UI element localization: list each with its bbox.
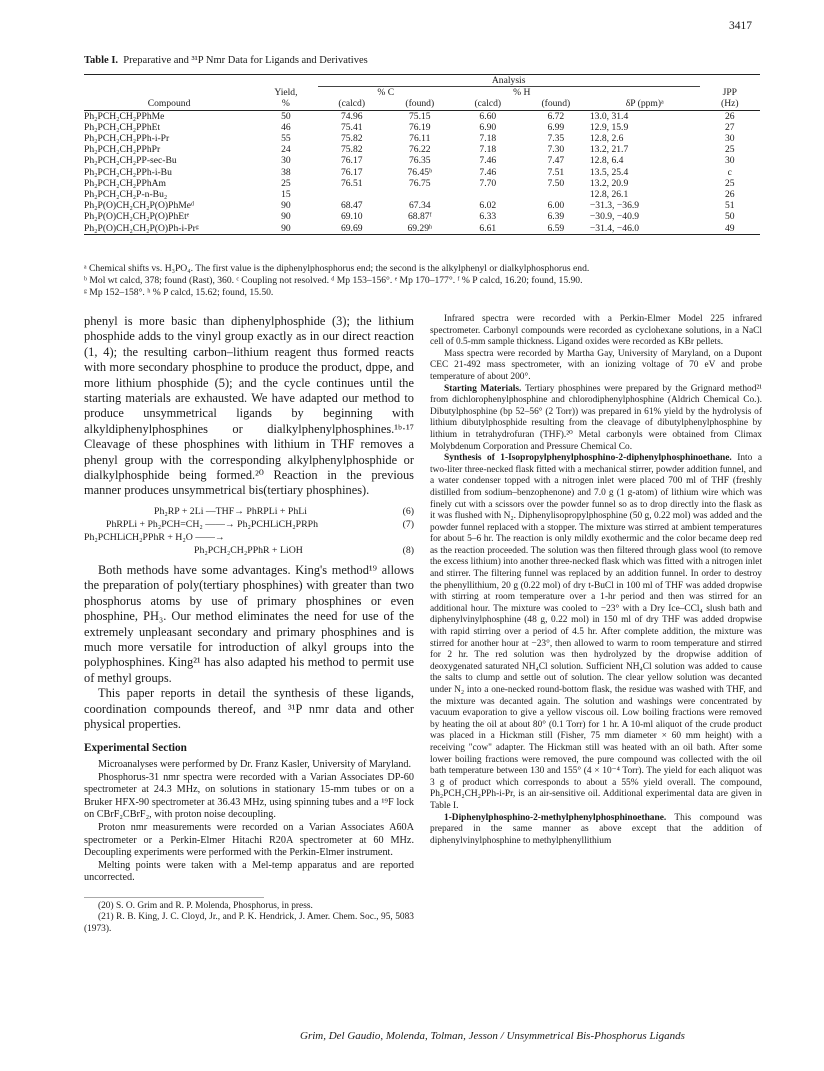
cell-j: 26	[725, 110, 735, 122]
cell-c-found: 76.75	[408, 177, 431, 189]
c-found-header: (found)	[405, 98, 435, 110]
cell-c-calcd: 69.10	[340, 211, 363, 223]
cell-h-calcd: 7.70	[479, 177, 497, 189]
cell-c-calcd: 76.17	[340, 155, 363, 167]
cell-j: 26	[725, 189, 735, 201]
body-paragraph: phenyl is more basic than diphenylphosphide (3); the lithium phosphide adds to the vinyl group exactly as in our direct reaction (1, 4); the resulting carbon–lithium reagent thus formed reacts with more secondary phosphine to produce the product, dppe, and more lithium phosphide (5); and the cycle continues until the starting materials are exhausted. We have adapted our method to produce unsymmetrical ligands by beginning with alkyldiphenylphosphines or dialkylphenylphosphines.¹ᵇ·¹⁷ Cleavage of these phosphines with lithium in THF removes a phenyl group with the corresponding alkylphenylphosphide or dialkylphosphide being formed.²⁰ Reaction in the previous manner produces unsymmetrical bis(tertiary phosphines).	[84, 314, 414, 498]
cell-compound: Ph₂PCH₂CH₂PPhPr	[84, 144, 161, 156]
cell-j: 51	[725, 200, 735, 212]
cell-j: 49	[725, 222, 735, 234]
equation-6: Ph₂RP + 2Li —THF→ PhRPLi + PhLi	[154, 505, 307, 517]
cell-h-found: 6.59	[547, 222, 565, 234]
cell-h-calcd: 7.18	[479, 133, 497, 145]
cell-j: c	[727, 166, 732, 178]
paragraph-heading: 1-Diphenylphosphino-2-methylphenylphosphinoethane.	[444, 812, 667, 823]
cell-c-calcd: 75.41	[340, 121, 363, 133]
table-row	[84, 200, 760, 211]
table-row	[84, 110, 760, 122]
cell-c-found	[386, 189, 454, 200]
cell-c-calcd: 76.17	[340, 166, 363, 178]
cell-h-calcd: 6.33	[479, 211, 497, 223]
table-title: Preparative and ³¹P Nmr Data for Ligands and Derivatives	[123, 55, 368, 66]
cell-c-found: 75.15	[408, 110, 431, 122]
body-paragraph: Proton nmr measurements were recorded on a Varian Associates A60A spectrometer or a Perkin-Elmer Hitachi R20A spectrometer at 60 MHz. Decoupling experiments were performed with the Perkin-Elmer instrument.	[84, 821, 414, 859]
cell-yield: 55	[281, 133, 291, 145]
body-paragraph: Microanalyses were performed by Dr. Franz Kasler, University of Maryland.	[98, 758, 412, 770]
equation-number: (7)	[402, 518, 414, 530]
paragraph-heading: Starting Materials.	[444, 383, 522, 394]
table-row	[84, 144, 760, 155]
cell-h-calcd	[454, 189, 522, 200]
cell-c-found: 76.22	[408, 144, 431, 156]
equation-8: Ph₂PCHLiCH₂PPhR + H₂O ——→	[84, 531, 225, 543]
cell-c-calcd: 68.47	[340, 200, 363, 212]
body-paragraph: Melting points were taken with a Mel-temp apparatus and are reported uncorrected.	[84, 859, 414, 884]
cell-h-found: 6.72	[547, 110, 565, 122]
pct-c-header: % C	[377, 87, 395, 99]
cell-compound: Ph₂PCH₂CH₂PPhMe	[84, 110, 165, 122]
cell-c-calcd: 75.82	[340, 133, 363, 145]
cell-h-calcd: 6.61	[479, 222, 497, 234]
equation-7: PhRPLi + Ph₂PCH=CH₂ ——→ Ph₂PCHLiCH₂PRPh	[106, 518, 319, 530]
cell-compound: Ph₂P(O)CH₂CH₂P(O)PhMeᵈ	[84, 200, 195, 212]
cell-j: 30	[725, 155, 735, 167]
cell-yield: 50	[281, 110, 291, 122]
cell-h-found: 6.99	[547, 121, 565, 133]
cell-j: 25	[725, 177, 735, 189]
equation-8-product: Ph₂PCH₂CH₂PPhR + LiOH	[194, 544, 303, 556]
body-paragraph: Both methods have some advantages. King's method¹⁹ allows the preparation of poly(tertiary phosphines) with greater than two phosphorus atoms by use of primary phosphines or even phosphine, PH₃. Our method eliminates the need for use of the extremely unpleasant secondary and primary phosphines and is much more versatile for introduction of alkyl groups into the polyphosphines. King²¹ has also adapted his method to permit use of methyl groups.	[84, 562, 414, 685]
paragraph-heading: Synthesis of 1-Isopropylphenylphosphino-2-diphenylphosphinoethane.	[444, 453, 732, 464]
page-number: 3417	[729, 20, 752, 32]
cell-yield: 38	[281, 166, 291, 178]
cell-delta: 13.2, 21.7	[589, 144, 629, 156]
body-paragraph: This paper reports in detail the synthesis of these ligands, coordination compounds thereof, and ³¹P nmr data and other physical properties.	[84, 686, 414, 731]
cell-c-found: 76.35	[408, 155, 431, 167]
cell-j: 30	[725, 133, 735, 145]
cell-delta: 12.8, 6.4	[589, 155, 624, 167]
cell-compound: Ph₂PCH₂CH₂P-n-Bu₂	[84, 189, 168, 201]
pct-h-header: % H	[513, 87, 531, 99]
body-paragraph: Mass spectra were recorded by Martha Gay, University of Maryland, on a Dupont CEC 21-492 mass spectrometer, with an ionizing voltage of 70 eV and probe temperature of about 200°.	[430, 348, 762, 382]
cell-h-found: 7.35	[547, 133, 565, 145]
table-footnotes	[84, 263, 764, 299]
cell-compound: Ph₂PCH₂CH₂PPhAm	[84, 177, 167, 189]
cell-yield: 15	[281, 189, 291, 201]
cell-j: 27	[725, 121, 735, 133]
cell-delta: −30.9, −40.9	[589, 211, 640, 223]
reference: (21) R. B. King, J. C. Cloyd, Jr., and P. K. Hendrick, J. Amer. Chem. Soc., 95, 5083 (1973).	[84, 912, 414, 934]
cell-compound: Ph₂PCH₂CH₂PPh-i-Pr	[84, 133, 170, 145]
equations	[84, 505, 414, 557]
cell-j: 25	[725, 144, 735, 156]
references	[84, 897, 414, 935]
cell-c-found: 69.29ʰ	[407, 222, 433, 234]
cell-h-calcd: 6.02	[479, 200, 497, 212]
jpp-unit-header: (Hz)	[721, 98, 739, 110]
section-title: Experimental Section	[84, 742, 187, 755]
analysis-header: Analysis	[318, 75, 700, 87]
table-row	[84, 155, 760, 166]
cell-h-found	[522, 189, 590, 200]
cell-c-calcd: 74.96	[340, 110, 363, 122]
cell-h-calcd: 7.18	[479, 144, 497, 156]
cell-compound: Ph₂PCH₂CH₂PPhEt	[84, 121, 161, 133]
cell-yield: 24	[281, 144, 291, 156]
delta-p-header: δP (ppm)ᵃ	[625, 98, 664, 110]
table-row	[84, 133, 760, 144]
footnote: ᵍ Mp 152–158°. ʰ % P calcd, 15.62; found, 15.50.	[84, 287, 274, 298]
table-row	[84, 189, 760, 200]
equation-number: (6)	[402, 505, 414, 517]
yield-header: Yield,	[274, 87, 298, 99]
data-table	[84, 74, 760, 235]
table-label: Table I.	[84, 55, 119, 66]
cell-h-calcd: 7.46	[479, 166, 497, 178]
table-caption	[84, 55, 368, 66]
footnote: ᵃ Chemical shifts vs. H₃PO₄. The first value is the diphenylphosphorus end; the second is the alkylphenyl or dialkylphosphorus end.	[84, 263, 590, 274]
body-paragraph: Infrared spectra were recorded with a Perkin-Elmer Model 225 infrared spectrometer. Carbonyl compounds were recorded as cyclohexane solutions, in a NaCl cell of 0.5-mm sample thickness. Ligand oxides were recorded as KBr pellets.	[430, 314, 762, 348]
cell-h-found: 7.51	[547, 166, 565, 178]
cell-h-calcd: 6.90	[479, 121, 497, 133]
cell-yield: 30	[281, 155, 291, 167]
h-calcd-header: (calcd)	[474, 98, 502, 110]
jpp-header: JPP	[722, 87, 737, 99]
cell-c-found: 76.11	[409, 133, 431, 145]
c-calcd-header: (calcd)	[338, 98, 366, 110]
cell-c-found: 67.34	[408, 200, 431, 212]
cell-c-found: 76.19	[408, 121, 431, 133]
cell-delta: 13.2, 20.9	[589, 177, 629, 189]
table-row	[84, 223, 760, 235]
cell-compound: Ph₂P(O)CH₂CH₂P(O)Ph-i-Prᵍ	[84, 222, 199, 234]
cell-yield: 25	[281, 177, 291, 189]
cell-yield: 46	[281, 121, 291, 133]
cell-c-found: 68.87ᶠ	[407, 211, 432, 223]
body-paragraph: Into a two-liter three-necked flask fitted with a mechanical stirrer, powder addition funnel, and a water condenser topped with a nitrogen inlet were placed 700 ml of THF (freshly distilled from sodium–benzophenone) and 7.0 g (1 g-atom) of lithium wire which was finely cut with a scissors over the powder funnel so as to drop directly into the flask as it was flushed with N₂. Diphenylisopropylphosphine (50 g, 0.22 mol) was added and the powder funnel replaced with a stopper. The mixture was stirred at ambient temperatures for about 5–6 hr. The reaction is only mildly exothermic and the color became deep red as the reaction proceeded. The solution was then filtered through glass wool (to remove the excess lithium) into another three-necked flask which was fitted with a nitrogen inlet and stirrer. The filtering funnel was replaced by an addition funnel. In order to destroy the phenyllithium, 20 g (0.22 mol) of dry t-BuCl in 100 ml of THF was added dropwise with stirring at room temperature over a 1-hr period and then was stirred for an additional hour. The mixture was cooled to −23° with a Dry Ice–CCl₄ slush bath and diphenylvinylphosphine (48 g, 0.22 mol) in 150 ml of dry THF was added dropwise with rapid stirring over a period of 4.5 hr. After complete addition, the mixture was stirred for another hour at −23°, then allowed to warm to room temperature and stirred for 2 hr. The red solution was then hydrolyzed by the dropwise addition of deoxygenated saturated NH₄Cl solution. Sufficient NH₄Cl solution was added to cause the salts to clump and settle out of solution. The clear yellow solution was decanted under N₂ into a one-necked round-bottom flask, the residue was washed with THF, and the mixture was decanted again. The solution and washings were concentrated by vacuum evaporation to give a yellow viscous oil. Low boiling fractions were removed by heating the oil at about 80° (0.1 Torr) for 1 hr. A 10-ml aliquot of the crude product was placed in a Hickman still (Fisher, 75 mm diameter × 60 mm height) with a receiving "cow" adapter. The Hickman still was heated with an oil bath. After some lower boiling fractions were removed, the pure compound was collected with the oil bath temperature between 130 and 155° (4 × 10⁻⁴ Torr). The yield for each aliquot was 3 g of product which corresponds to about a 55% yield overall. The compound, Ph₂PCH₂CH₂PPh-i-Pr, is an air-sensitive oil. Additional experimental data are given in Table I.	[430, 453, 763, 811]
cell-h-found: 7.50	[547, 177, 565, 189]
cell-h-found: 6.00	[547, 200, 565, 212]
cell-j: 50	[725, 211, 735, 223]
yield-unit-header: %	[281, 98, 290, 110]
cell-yield: 90	[281, 222, 291, 234]
cell-h-found: 6.39	[547, 211, 565, 223]
right-column	[430, 314, 762, 847]
cell-delta: −31.3, −36.9	[589, 200, 640, 212]
reference: (20) S. O. Grim and R. P. Molenda, Phosphorus, in press.	[98, 900, 313, 911]
body-paragraph: Tertiary phosphines were prepared by the Grignard method²¹ from dichlorophenylphosphine and chlorodiphenylphosphine (Aldrich Chemical Co.). Dibutylphosphine (bp 52–56° (2 Torr)) was prepared in 61% yield by the hydrolysis of lithium dibutylphosphide resulting from the cleavage of dibutylphenylphosphine by lithium in tetrahydrofuran (THF).²⁰ Metal carbonyls were obtained from Climax Molybdenum Corporation and Pressure Chemical Co.	[430, 383, 762, 452]
cell-c-found: 76.45ᵇ	[407, 166, 433, 178]
h-found-header: (found)	[541, 98, 571, 110]
cell-yield: 90	[281, 200, 291, 212]
cell-delta: 12.8, 2.6	[589, 133, 624, 145]
table-row	[84, 122, 760, 133]
cell-h-found: 7.30	[547, 144, 565, 156]
running-footer: Grim, Del Gaudio, Molenda, Tolman, Jesson / Unsymmetrical Bis-Phosphorus Ligands	[300, 1030, 685, 1042]
cell-c-calcd	[318, 189, 386, 200]
cell-compound: Ph₂P(O)CH₂CH₂P(O)PhEtᵉ	[84, 211, 190, 223]
cell-yield: 90	[281, 211, 291, 223]
table-row	[84, 178, 760, 189]
cell-delta: 13.0, 31.4	[589, 110, 629, 122]
cell-delta: −31.4, −46.0	[589, 222, 640, 234]
body-paragraph: This compound was prepared in the same manner as above except that the addition of diphenylvinylphosphine to methylphenyllithium	[430, 812, 762, 846]
cell-compound: Ph₂PCH₂CH₂PPh-i-Bu	[84, 166, 172, 178]
left-column	[84, 314, 414, 935]
cell-delta: 13.5, 25.4	[589, 166, 629, 178]
cell-compound: Ph₂PCH₂CH₂PP-sec-Bu	[84, 155, 177, 167]
cell-h-found: 7.47	[547, 155, 565, 167]
cell-h-calcd: 6.60	[479, 110, 497, 122]
footnote: ᵇ Mol wt calcd, 378; found (Rast), 360. ᶜ Coupling not resolved. ᵈ Mp 153–156°. ᵉ Mp 170–177°. ᶠ % P calcd, 16.20; found, 15.90.	[84, 275, 583, 286]
equation-number: (8)	[402, 544, 414, 556]
table-row	[84, 167, 760, 178]
cell-delta: 12.9, 15.9	[589, 121, 629, 133]
cell-delta: 12.8, 26.1	[589, 189, 629, 201]
cell-c-calcd: 69.69	[340, 222, 363, 234]
compound-header: Compound	[147, 98, 191, 110]
cell-h-calcd: 7.46	[479, 155, 497, 167]
body-paragraph: Phosphorus-31 nmr spectra were recorded with a Varian Associates DP-60 spectrometer at 24.3 MHz, on solutions in stationary 15-mm tubes or on a Bruker HFX-90 spectrometer at 36.43 MHz, using spinning tubes and a ¹⁹F lock on CBrF₂CBrF₂, with proton noise decoupling.	[84, 771, 414, 821]
cell-c-calcd: 76.51	[340, 177, 363, 189]
cell-c-calcd: 75.82	[340, 144, 363, 156]
table-row	[84, 211, 760, 222]
